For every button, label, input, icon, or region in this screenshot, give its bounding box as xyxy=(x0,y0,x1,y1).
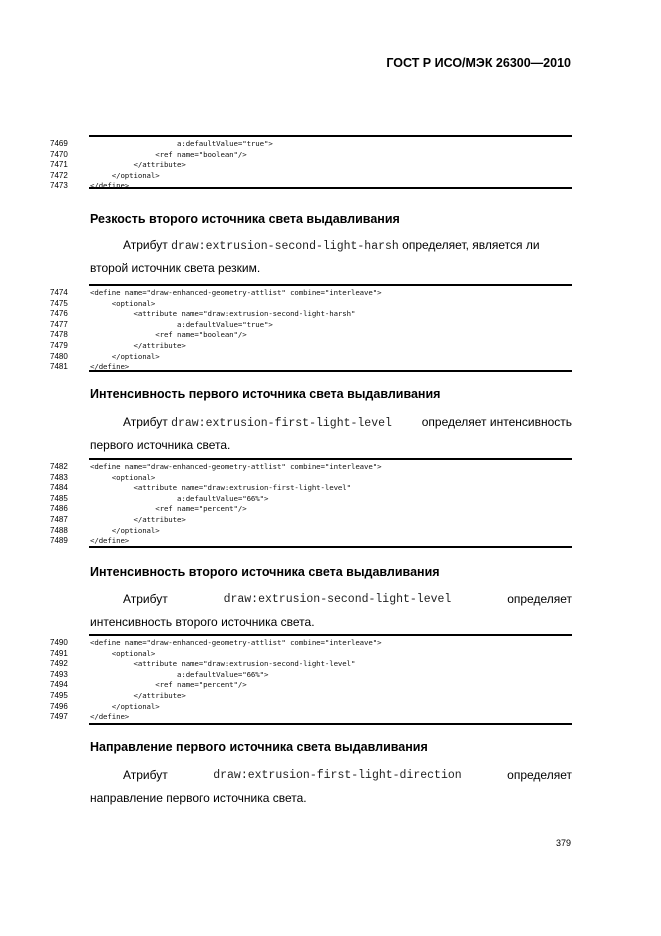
line-number: 7475 xyxy=(50,298,68,308)
code-line xyxy=(50,526,572,535)
paragraph-line: Атрибут draw:extrusion-first-light-level определяет интенсивность xyxy=(123,415,572,430)
code-listing-7469-7473 xyxy=(50,135,572,195)
code-text: <ref name="boolean"/> xyxy=(90,149,247,159)
line-number: 7478 xyxy=(50,330,68,340)
line-number: 7484 xyxy=(50,483,68,493)
code-text: a:defaultValue="true"> xyxy=(90,319,273,329)
line-number: 7496 xyxy=(50,701,68,711)
section-title-first-light-direction: Направление первого источника света выдавливания xyxy=(90,740,428,754)
line-number: 7479 xyxy=(50,341,68,350)
code-line xyxy=(50,352,572,361)
code-line xyxy=(50,712,572,721)
line-number: 7472 xyxy=(50,170,68,180)
attribute-name: draw:extrusion-first-light-level xyxy=(171,417,392,430)
code-text: <define name="draw-enhanced-geometry-attlist" combine="interleave"> xyxy=(90,462,382,471)
code-text: <ref name="percent"/> xyxy=(90,504,247,514)
line-number: 7495 xyxy=(50,691,68,700)
code-text: <optional> xyxy=(90,472,156,482)
paragraph-line: первого источника света. xyxy=(90,438,231,452)
page-number: 379 xyxy=(555,838,571,848)
code-line xyxy=(50,330,572,339)
line-number: 7491 xyxy=(50,648,68,658)
paragraph-second-light-level xyxy=(90,588,572,634)
attribute-name: draw:extrusion-second-light-level xyxy=(223,593,452,606)
top-rule xyxy=(89,634,572,636)
line-number: 7494 xyxy=(50,680,68,690)
paragraph-second-light-harsh xyxy=(90,234,572,280)
code-line xyxy=(50,702,572,711)
code-line xyxy=(50,320,572,329)
paragraph-line: Атрибут draw:extrusion-second-light-level определяет xyxy=(90,588,572,611)
code-text: a:defaultValue="true"> xyxy=(90,139,273,148)
line-number: 7481 xyxy=(50,362,68,372)
code-line xyxy=(50,181,572,190)
code-text: <optional> xyxy=(90,648,156,658)
code-line xyxy=(50,362,572,371)
code-text: </define> xyxy=(90,181,130,191)
code-text: <define name="draw-enhanced-geometry-attlist" combine="interleave"> xyxy=(90,638,382,647)
paragraph-line: Атрибут draw:extrusion-first-light-direction определяет xyxy=(90,764,572,787)
line-number: 7497 xyxy=(50,712,68,722)
code-line xyxy=(50,160,572,169)
code-line xyxy=(50,462,572,471)
line-number: 7471 xyxy=(50,160,68,170)
code-text: </optional> xyxy=(90,170,160,180)
line-number: 7486 xyxy=(50,504,68,514)
code-line xyxy=(50,150,572,159)
code-line xyxy=(50,659,572,668)
attribute-name: draw:extrusion-second-light-harsh xyxy=(171,240,399,253)
code-text: <ref name="boolean"/> xyxy=(90,330,247,340)
line-number: 7485 xyxy=(50,493,68,503)
line-number: 7483 xyxy=(50,472,68,482)
code-text: </optional> xyxy=(90,351,160,361)
code-line xyxy=(50,504,572,513)
paragraph-line: интенсивность второго источника света. xyxy=(90,615,315,629)
section-title-second-light-harsh: Резкость второго источника света выдавливания xyxy=(90,212,400,226)
paragraph-line: второй источник света резким. xyxy=(90,261,261,275)
paragraph-first-light-level xyxy=(90,411,572,457)
line-number: 7490 xyxy=(50,638,68,647)
line-number: 7470 xyxy=(50,149,68,159)
code-line xyxy=(50,171,572,180)
code-text: </optional> xyxy=(90,701,160,711)
code-text: </define> xyxy=(90,536,130,546)
paragraph-line: Атрибут draw:extrusion-second-light-harsh определяет, является ли xyxy=(123,238,540,253)
code-line xyxy=(50,494,572,503)
code-text: a:defaultValue="66%"> xyxy=(90,669,269,679)
line-number: 7469 xyxy=(50,139,68,148)
code-text: <ref name="percent"/> xyxy=(90,680,247,690)
code-line xyxy=(50,649,572,658)
code-listing-7474-7481 xyxy=(50,284,572,374)
line-number: 7482 xyxy=(50,462,68,471)
line-number: 7480 xyxy=(50,351,68,361)
bottom-rule xyxy=(89,723,572,725)
line-number: 7493 xyxy=(50,669,68,679)
code-text: <attribute name="draw:extrusion-second-light-level" xyxy=(90,659,356,669)
paragraph-line: направление первого источника света. xyxy=(90,791,307,805)
section-title-second-light-level: Интенсивность второго источника света выдавливания xyxy=(90,565,440,579)
top-rule xyxy=(89,135,572,137)
code-text: <attribute name="draw:extrusion-first-light-level" xyxy=(90,483,351,493)
line-number: 7488 xyxy=(50,525,68,535)
line-number: 7477 xyxy=(50,319,68,329)
line-number: 7487 xyxy=(50,515,68,524)
code-listing-7490-7497 xyxy=(50,634,572,726)
line-number: 7476 xyxy=(50,309,68,319)
bottom-rule xyxy=(89,546,572,548)
code-text: <optional> xyxy=(90,298,156,308)
line-number: 7473 xyxy=(50,181,68,191)
code-text: </define> xyxy=(90,712,130,722)
code-line xyxy=(50,288,572,297)
code-line xyxy=(50,139,572,148)
code-text: </optional> xyxy=(90,525,160,535)
code-line xyxy=(50,483,572,492)
code-text: <define name="draw-enhanced-geometry-attlist" combine="interleave"> xyxy=(90,288,382,297)
code-line xyxy=(50,515,572,524)
code-line xyxy=(50,691,572,700)
code-listing-7482-7489 xyxy=(50,458,572,550)
line-number: 7489 xyxy=(50,536,68,546)
code-text: </attribute> xyxy=(90,515,186,524)
code-line xyxy=(50,536,572,545)
document-header: ГОСТ Р ИСО/МЭК 26300—2010 xyxy=(386,56,571,70)
code-line xyxy=(50,341,572,350)
line-number: 7492 xyxy=(50,659,68,669)
code-text: </attribute> xyxy=(90,341,186,350)
code-text: a:defaultValue="66%"> xyxy=(90,493,269,503)
code-line xyxy=(50,473,572,482)
code-line xyxy=(50,670,572,679)
code-text: </attribute> xyxy=(90,691,186,700)
code-text: </attribute> xyxy=(90,160,186,170)
attribute-name: draw:extrusion-first-light-direction xyxy=(213,769,462,782)
code-line xyxy=(50,638,572,647)
code-text: <attribute name="draw:extrusion-second-light-harsh" xyxy=(90,309,356,319)
code-line xyxy=(50,299,572,308)
code-line xyxy=(50,309,572,318)
code-line xyxy=(50,680,572,689)
paragraph-first-light-direction xyxy=(90,764,572,810)
line-number: 7474 xyxy=(50,288,68,297)
code-text: </define> xyxy=(90,362,130,372)
top-rule xyxy=(89,458,572,460)
section-title-first-light-level: Интенсивность первого источника света выдавливания xyxy=(90,387,441,401)
top-rule xyxy=(89,284,572,286)
